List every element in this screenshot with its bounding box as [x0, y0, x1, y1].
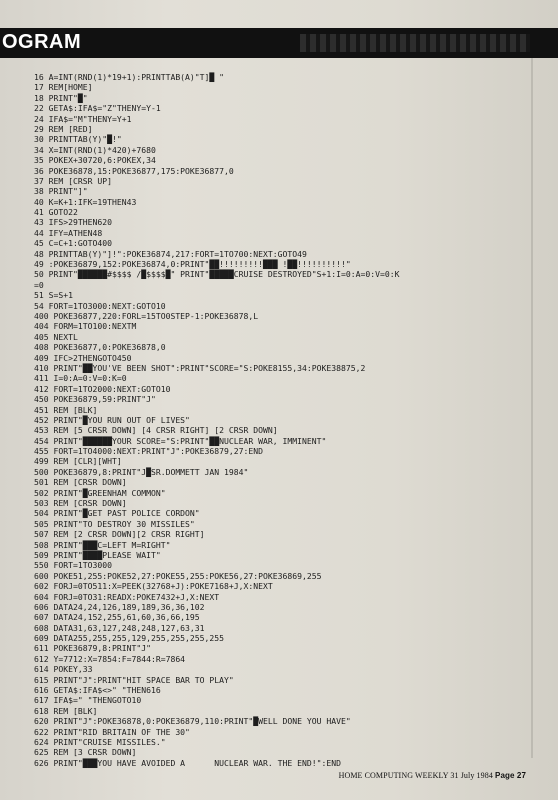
code-line: 604 FORJ=0TO31:READX:POKE7432+J,X:NEXT: [34, 591, 220, 602]
code-line: 624 PRINT"CRUISE MISSILES.": [34, 737, 166, 747]
code-line: 40 K=K+1:IFK=19THEN43: [34, 196, 137, 207]
code-line: 50 PRINT"██████#$$$$ /█$$$$█" PRINT"█████CRUISE DESTROYED"S+1:I=0:A=0:V=0:K: [34, 269, 400, 280]
code-line: 615 PRINT"J":PRINT"HIT SPACE BAR TO PLAY": [34, 674, 234, 685]
code-line: 48 PRINTTAB(Y)"]!":POKE36874,217:FORT=1TO700:NEXT:GOTO49: [34, 248, 307, 259]
code-line: 455 FORT=1TO4000:NEXT:PRINT"J":POKE36879,27:END: [34, 446, 264, 457]
code-line: 36 POKE36878,15:POKE36877,175:POKE36877,0: [34, 165, 234, 176]
code-line: 550 FORT=1TO3000: [34, 560, 112, 571]
code-line: 617 IFA$=" "THENGOTO10: [34, 695, 142, 706]
code-line: 405 NEXTL: [34, 331, 78, 342]
code-line: 606 DATA24,24,126,189,189,36,36,102: [34, 601, 205, 612]
code-line: 508 PRINT"███C=LEFT M=RIGHT": [34, 539, 171, 550]
code-line: 607 DATA24,152,255,61,60,36,66,195: [34, 612, 200, 623]
code-line: 51 S=S+1: [34, 290, 73, 301]
page-number: Page 27: [495, 771, 526, 780]
code-line: 22 GETA$:IFA$="Z"THENY=Y-1: [34, 103, 161, 114]
code-line: 499 REM [CLR][WHT]: [34, 456, 122, 467]
code-line: 620 PRINT"J":POKE36878,0:POKE36879,110:PRINT"█WELL DONE YOU HAVE": [34, 716, 351, 727]
code-line: 411 I=0:A=0:V=0:K=0: [34, 373, 127, 384]
code-line: 505 PRINT"TO DESTROY 30 MISSILES": [34, 518, 195, 529]
code-line: 453 REM [5 CRSR DOWN] [4 CRSR RIGHT] [2 CRSR DOWN]: [34, 425, 278, 436]
code-line: 503 REM [CRSR DOWN]: [34, 498, 127, 509]
code-line: =0: [34, 279, 44, 290]
code-line: 24 IFA$="M"THENY=Y+1: [34, 113, 132, 124]
code-line: 409 IFC>2THENGOTO450: [34, 352, 132, 363]
code-line: 608 DATA31,63,127,248,248,127,63,31: [34, 622, 205, 633]
code-line: 49 :POKE36879,152:POKE36874,0:PRINT"██!!!!!!!!!███ !██!!!!!!!!!!": [34, 259, 351, 270]
code-line: 408 POKE36877,0:POKE36878,0: [34, 342, 166, 353]
code-line: 18 PRINT"█": [34, 92, 88, 103]
page-footer: [339, 771, 526, 780]
code-line: 602 FORJ=0TO511:X=PEEK(32768+J):POKE7168+J,X:NEXT: [34, 581, 273, 592]
code-line: 609 DATA255,255,255,129,255,255,255,255: [34, 633, 225, 644]
code-line: 509 PRINT"████PLEASE WAIT": [34, 549, 161, 560]
code-line: 452 PRINT"█YOU RUN OUT OF LIVES": [34, 414, 190, 425]
code-line: 30 PRINTTAB(Y)"█!": [34, 134, 122, 145]
code-line: 451 REM [BLK]: [34, 404, 98, 415]
code-line: 450 POKE36879,59:PRINT"J": [34, 394, 156, 405]
code-line: 507 REM [2 CRSR DOWN][2 CRSR RIGHT]: [34, 529, 205, 540]
code-line: 502 PRINT"█GREENHAM COMMON": [34, 487, 166, 498]
page-title: OGRAM: [2, 31, 82, 53]
code-line: 612 Y=7712:X=7854:F=7844:R=7864: [34, 653, 186, 664]
program-listing: [34, 72, 534, 768]
code-line: 616 GETA$:IFA$<>" "THEN616: [34, 685, 161, 696]
code-line: 500 POKE36879,8:PRINT"J█SR.DOMMETT JAN 1984": [34, 466, 249, 477]
code-line: 54 FORT=1TO3000:NEXT:GOTO10: [34, 300, 166, 311]
code-line: 34 X=INT(RND(1)*420)+7680: [34, 144, 156, 155]
code-line: 400 POKE36877,220:FORL=15TO0STEP-1:POKE36878,L: [34, 310, 259, 321]
code-line: 618 REM [BLK]: [34, 705, 98, 716]
publication-line: HOME COMPUTING WEEKLY 31 July 1984: [338, 771, 496, 780]
code-line: 38 PRINT"]": [34, 186, 88, 197]
code-line: 37 REM [CRSR UP]: [34, 175, 112, 186]
code-line: 17 REM[HOME]: [34, 82, 93, 93]
code-line: 454 PRINT"██████YOUR SCORE="S:PRINT"██NUCLEAR WAR, IMMINENT": [34, 435, 327, 446]
code-line: 43 IFS>29THEN620: [34, 217, 112, 228]
code-line: 404 FORM=1TO100:NEXTM: [34, 321, 137, 332]
code-line: 16 A=INT(RND(1)*19+1):PRINTTAB(A)"T]█ ": [34, 72, 225, 82]
code-line: 45 C=C+1:GOTO400: [34, 238, 112, 249]
header-bleed-through: [300, 34, 530, 52]
code-line: 626 PRINT"███YOU HAVE AVOIDED A NUCLEAR WAR. THE END!":END: [34, 757, 341, 768]
code-line: 622 PRINT"RID BRITAIN OF THE 30": [34, 726, 190, 737]
code-line: 412 FORT=1TO2000:NEXT:GOTO10: [34, 383, 171, 394]
code-line: 410 PRINT"██YOU'VE BEEN SHOT":PRINT"SCORE="S:POKE8155,34:POKE38875,2: [34, 362, 366, 373]
code-line: 614 POKEY,33: [34, 664, 93, 675]
code-line: 501 REM [CRSR DOWN]: [34, 477, 127, 488]
code-line: 41 GOTO22: [34, 207, 78, 218]
code-line: 35 POKEX+30720,6:POKEX,34: [34, 155, 156, 166]
code-line: 625 REM [3 CRSR DOWN]: [34, 747, 137, 758]
code-line: 504 PRINT"█GET PAST POLICE CORDON": [34, 508, 200, 519]
code-line: 611 POKE36879,8:PRINT"J": [34, 643, 151, 654]
code-line: 600 POKE51,255:POKE52,27:POKE55,255:POKE56,27:POKE36869,255: [34, 570, 322, 581]
code-line: 29 REM [RED]: [34, 123, 93, 134]
code-line: 44 IFY=ATHEN48: [34, 227, 103, 238]
